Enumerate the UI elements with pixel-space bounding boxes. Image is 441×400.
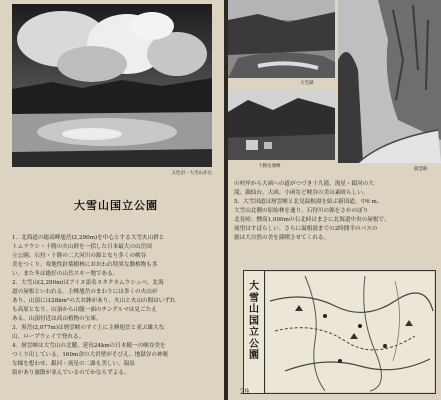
right-body-text [234, 180, 436, 243]
photo-caption-valley: 大雪湖 [300, 81, 314, 86]
left-paragraph-line: トムラウシ・十勝の火山群を一括した日本最大の山岳国 [12, 244, 152, 250]
left-paragraph-line: あり、山頂には28km²の大お鉢があり、火山と火山の間はいずれ [12, 298, 176, 304]
right-paragraph-line: 展望はすばらしい。さらに温根湯までの2時間半のバスの [234, 226, 378, 232]
left-paragraph-line: 2．大雪山(2,290m)はアイヌ語名ヌタクカムウシュベ。北海 [12, 280, 164, 286]
left-paragraph-line: 3．黒岳(2,077m)は層雲峡のすぐ上に主峰旭岳と並ぶ雄大な [12, 325, 165, 331]
park-map [243, 270, 436, 394]
right-paragraph-line: 滝、銀仙台、大函、小函など峡谷の美は素晴らしい。 [234, 190, 369, 196]
map-title [246, 281, 262, 362]
right-paragraph-line: 旅は大自然の美を満喫させてくれる。 [234, 235, 330, 241]
map-drawing [265, 271, 435, 393]
map-title-text: 大雪山国立公園 [249, 281, 259, 361]
right-paragraph-line: 5．大雪国道は層雲峡と北見温根湯を結ぶ新国道。中6 m、 [234, 199, 383, 205]
left-paragraph-line: つくり出している。160m余の大岩壁がそびえ、地獄谷の神秘 [12, 352, 169, 358]
sounkyo-cliff-photo [338, 0, 441, 163]
right-page [228, 0, 441, 400]
right-paragraph-line: 北見峠、標高1,000mの石北峠はまさに北海道中央の屋根で、 [234, 217, 390, 223]
left-paragraph-line: 立公園。石狩・十勝の二大河川の源となり多くの峡谷 [12, 253, 147, 259]
left-paragraph-line: 美をつくり、寒地性針葉樹林におおわれ特異な動植物も多 [12, 262, 158, 268]
left-paragraph-line: も高原となり、山頂から山腹一面のチングルマは見ごたえ [12, 307, 157, 313]
right-paragraph-line: の村岸から大函への道がつづき十九滝、流星・銀河の大 [234, 181, 374, 187]
left-body-text [12, 234, 217, 378]
photo-caption-goshiki: 五色沼・大雪山赤岳 [171, 171, 212, 176]
mountain-range-photo [228, 90, 335, 160]
left-paragraph-line: い。また冬は絶好の山岳スキー地である。 [12, 271, 119, 277]
left-paragraph-line: 4．層雲峡は大雪山の北麓、延長24kmの日本随一の峡谷美を [12, 343, 166, 349]
left-paragraph-line: 街があり旅館が並んでいるのでかならずよる。 [12, 370, 130, 376]
left-paragraph-line: ある。山頂付近は高山植物の宝庫。 [12, 316, 102, 322]
photo-caption-mountain: 十勝岳連峰 [258, 164, 281, 169]
left-paragraph-line: な様を想わせ、銀河・流星の二瀑も美しい。温泉 [12, 361, 135, 367]
left-paragraph-line: 山、ロープウェイで登れる。 [12, 334, 85, 340]
right-paragraph-line: 大雪山北側の原始林を通り、石狩川の源をさかのぼり [234, 208, 369, 214]
left-paragraph-line: 道の屋根といわれる。主峰旭岳のまわりには多くの火山が [12, 289, 158, 295]
goshiki-pond-photo [12, 4, 212, 167]
valley-photo [228, 0, 335, 78]
photo-caption-cliff: 層雲峡 [414, 167, 428, 172]
page-number: 29 [240, 388, 249, 396]
left-paragraph-line: 1．北海道の総高峰旭岳(2,290m)を中心とする大雪火山群と [12, 235, 165, 241]
park-title: 大雪山国立公園 [74, 199, 158, 212]
